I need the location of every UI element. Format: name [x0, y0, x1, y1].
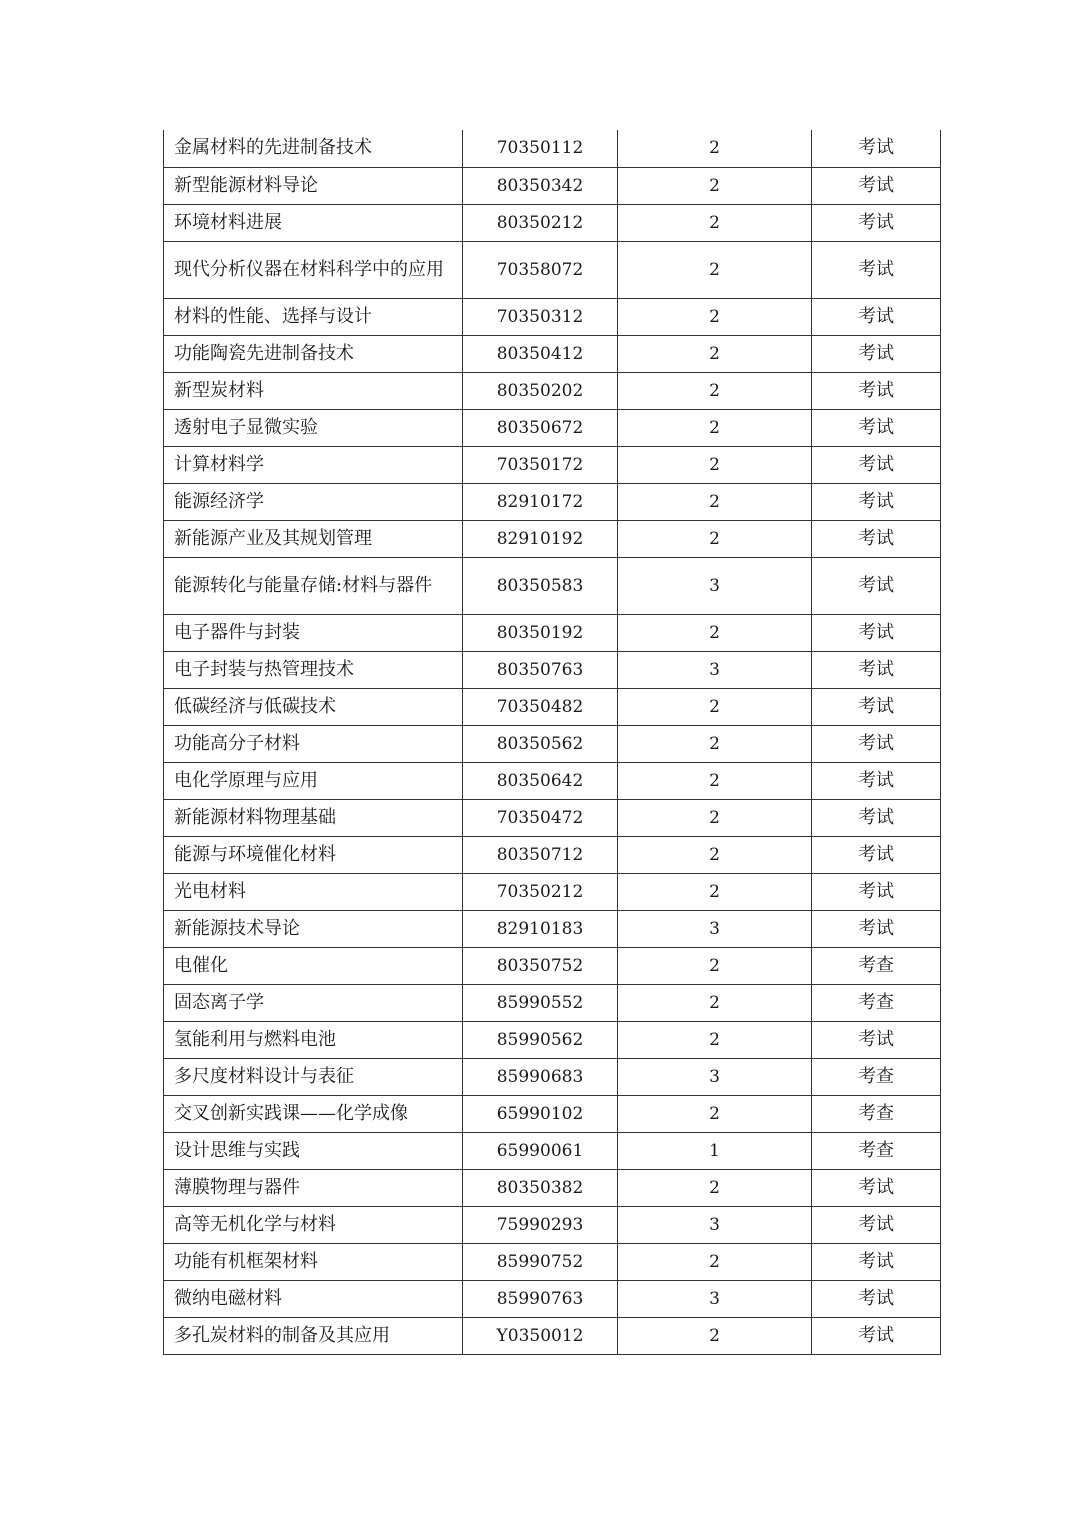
table-row [164, 372, 941, 409]
course-credits-cell: 2 [618, 725, 812, 762]
course-code-cell: 80350342 [463, 167, 618, 204]
table-row [164, 1021, 941, 1058]
table-row [164, 614, 941, 651]
course-assessment-cell: 考试 [812, 130, 941, 167]
course-credits-cell: 2 [618, 614, 812, 651]
course-assessment-cell: 考试 [812, 372, 941, 409]
course-code-cell: 75990293 [463, 1206, 618, 1243]
course-name-cell: 多孔炭材料的制备及其应用 [164, 1317, 463, 1354]
table-row [164, 335, 941, 372]
course-name-cell: 电催化 [164, 947, 463, 984]
course-code-cell: 80350212 [463, 204, 618, 241]
course-credits-cell: 3 [618, 910, 812, 947]
course-assessment-cell: 考查 [812, 1095, 941, 1132]
course-assessment-cell: 考试 [812, 483, 941, 520]
course-assessment-cell: 考查 [812, 1058, 941, 1095]
course-name-cell: 功能高分子材料 [164, 725, 463, 762]
course-code-cell: 80350412 [463, 335, 618, 372]
course-code-cell: 70350312 [463, 298, 618, 335]
table-row [164, 836, 941, 873]
course-code-cell: 85990683 [463, 1058, 618, 1095]
course-assessment-cell: 考试 [812, 873, 941, 910]
course-credits-cell: 3 [618, 651, 812, 688]
course-assessment-cell: 考试 [812, 725, 941, 762]
table-row [164, 762, 941, 799]
table-row [164, 1317, 941, 1354]
course-code-cell: 80350382 [463, 1169, 618, 1206]
table-row [164, 910, 941, 947]
course-assessment-cell: 考查 [812, 947, 941, 984]
course-assessment-cell: 考试 [812, 910, 941, 947]
course-name-cell: 高等无机化学与材料 [164, 1206, 463, 1243]
course-assessment-cell: 考试 [812, 335, 941, 372]
course-name-cell: 现代分析仪器在材料科学中的应用 [164, 241, 463, 298]
course-credits-cell: 2 [618, 799, 812, 836]
course-name-cell: 能源与环境催化材料 [164, 836, 463, 873]
course-name-cell: 功能有机框架材料 [164, 1243, 463, 1280]
course-code-cell: 80350672 [463, 409, 618, 446]
table-row [164, 446, 941, 483]
course-credits-cell: 3 [618, 1280, 812, 1317]
course-code-cell: 85990552 [463, 984, 618, 1021]
course-table [163, 130, 941, 1355]
table-row [164, 557, 941, 614]
table-row [164, 1169, 941, 1206]
course-code-cell: 65990102 [463, 1095, 618, 1132]
course-assessment-cell: 考试 [812, 167, 941, 204]
table-row [164, 1206, 941, 1243]
course-name-cell: 能源转化与能量存储:材料与器件 [164, 557, 463, 614]
course-code-cell: Y0350012 [463, 1317, 618, 1354]
course-name-cell: 固态离子学 [164, 984, 463, 1021]
course-assessment-cell: 考试 [812, 409, 941, 446]
course-assessment-cell: 考试 [812, 520, 941, 557]
course-code-cell: 80350642 [463, 762, 618, 799]
course-code-cell: 70350212 [463, 873, 618, 910]
table-row [164, 520, 941, 557]
table-row [164, 947, 941, 984]
course-name-cell: 电子器件与封装 [164, 614, 463, 651]
course-assessment-cell: 考试 [812, 241, 941, 298]
course-credits-cell: 2 [618, 130, 812, 167]
course-name-cell: 计算材料学 [164, 446, 463, 483]
course-code-cell: 70350482 [463, 688, 618, 725]
table-row [164, 688, 941, 725]
course-assessment-cell: 考查 [812, 984, 941, 1021]
course-code-cell: 70350472 [463, 799, 618, 836]
course-name-cell: 交叉创新实践课——化学成像 [164, 1095, 463, 1132]
course-assessment-cell: 考试 [812, 1243, 941, 1280]
table-row [164, 1095, 941, 1132]
table-row [164, 725, 941, 762]
course-name-cell: 金属材料的先进制备技术 [164, 130, 463, 167]
course-table-body [164, 130, 941, 1354]
table-row [164, 1058, 941, 1095]
course-assessment-cell: 考试 [812, 557, 941, 614]
course-name-cell: 新型炭材料 [164, 372, 463, 409]
table-row [164, 1132, 941, 1169]
course-credits-cell: 2 [618, 298, 812, 335]
course-credits-cell: 2 [618, 1021, 812, 1058]
course-code-cell: 70358072 [463, 241, 618, 298]
course-code-cell: 65990061 [463, 1132, 618, 1169]
course-name-cell: 设计思维与实践 [164, 1132, 463, 1169]
course-name-cell: 薄膜物理与器件 [164, 1169, 463, 1206]
table-row [164, 241, 941, 298]
course-assessment-cell: 考试 [812, 762, 941, 799]
course-credits-cell: 2 [618, 446, 812, 483]
table-row [164, 873, 941, 910]
course-assessment-cell: 考试 [812, 1169, 941, 1206]
course-credits-cell: 2 [618, 1243, 812, 1280]
course-credits-cell: 2 [618, 167, 812, 204]
course-credits-cell: 2 [618, 873, 812, 910]
course-name-cell: 多尺度材料设计与表征 [164, 1058, 463, 1095]
course-code-cell: 80350192 [463, 614, 618, 651]
table-row [164, 409, 941, 446]
course-code-cell: 80350712 [463, 836, 618, 873]
course-credits-cell: 3 [618, 1058, 812, 1095]
course-assessment-cell: 考试 [812, 204, 941, 241]
table-row [164, 984, 941, 1021]
table-row [164, 167, 941, 204]
course-name-cell: 新型能源材料导论 [164, 167, 463, 204]
course-assessment-cell: 考试 [812, 446, 941, 483]
course-code-cell: 80350202 [463, 372, 618, 409]
table-row [164, 799, 941, 836]
course-code-cell: 85990752 [463, 1243, 618, 1280]
course-code-cell: 80350583 [463, 557, 618, 614]
course-credits-cell: 3 [618, 1206, 812, 1243]
course-name-cell: 微纳电磁材料 [164, 1280, 463, 1317]
course-assessment-cell: 考试 [812, 836, 941, 873]
table-row [164, 651, 941, 688]
course-code-cell: 80350763 [463, 651, 618, 688]
course-name-cell: 新能源技术导论 [164, 910, 463, 947]
course-credits-cell: 2 [618, 483, 812, 520]
course-assessment-cell: 考试 [812, 688, 941, 725]
course-code-cell: 70350112 [463, 130, 618, 167]
course-credits-cell: 2 [618, 1317, 812, 1354]
course-code-cell: 82910183 [463, 910, 618, 947]
course-code-cell: 85990763 [463, 1280, 618, 1317]
course-name-cell: 功能陶瓷先进制备技术 [164, 335, 463, 372]
course-assessment-cell: 考试 [812, 1317, 941, 1354]
course-credits-cell: 1 [618, 1132, 812, 1169]
table-row [164, 1243, 941, 1280]
course-assessment-cell: 考试 [812, 651, 941, 688]
course-credits-cell: 2 [618, 836, 812, 873]
course-name-cell: 电子封装与热管理技术 [164, 651, 463, 688]
course-name-cell: 电化学原理与应用 [164, 762, 463, 799]
course-name-cell: 氢能利用与燃料电池 [164, 1021, 463, 1058]
course-assessment-cell: 考试 [812, 799, 941, 836]
course-assessment-cell: 考试 [812, 1021, 941, 1058]
course-credits-cell: 2 [618, 1095, 812, 1132]
course-credits-cell: 2 [618, 335, 812, 372]
table-row [164, 298, 941, 335]
course-credits-cell: 2 [618, 984, 812, 1021]
course-name-cell: 材料的性能、选择与设计 [164, 298, 463, 335]
course-credits-cell: 2 [618, 241, 812, 298]
course-name-cell: 低碳经济与低碳技术 [164, 688, 463, 725]
course-name-cell: 新能源材料物理基础 [164, 799, 463, 836]
course-name-cell: 透射电子显微实验 [164, 409, 463, 446]
course-credits-cell: 2 [618, 372, 812, 409]
table-row [164, 204, 941, 241]
course-name-cell: 能源经济学 [164, 483, 463, 520]
course-name-cell: 环境材料进展 [164, 204, 463, 241]
course-assessment-cell: 考试 [812, 614, 941, 651]
course-code-cell: 80350752 [463, 947, 618, 984]
table-row [164, 130, 941, 167]
course-name-cell: 光电材料 [164, 873, 463, 910]
course-credits-cell: 2 [618, 520, 812, 557]
course-credits-cell: 2 [618, 409, 812, 446]
course-credits-cell: 2 [618, 1169, 812, 1206]
course-code-cell: 80350562 [463, 725, 618, 762]
course-code-cell: 85990562 [463, 1021, 618, 1058]
course-credits-cell: 2 [618, 204, 812, 241]
course-credits-cell: 2 [618, 688, 812, 725]
table-row [164, 483, 941, 520]
course-code-cell: 82910192 [463, 520, 618, 557]
course-credits-cell: 3 [618, 557, 812, 614]
table-row [164, 1280, 941, 1317]
course-credits-cell: 2 [618, 762, 812, 799]
course-code-cell: 82910172 [463, 483, 618, 520]
course-name-cell: 新能源产业及其规划管理 [164, 520, 463, 557]
course-assessment-cell: 考试 [812, 1280, 941, 1317]
course-assessment-cell: 考试 [812, 298, 941, 335]
course-assessment-cell: 考查 [812, 1132, 941, 1169]
course-assessment-cell: 考试 [812, 1206, 941, 1243]
course-credits-cell: 2 [618, 947, 812, 984]
course-code-cell: 70350172 [463, 446, 618, 483]
